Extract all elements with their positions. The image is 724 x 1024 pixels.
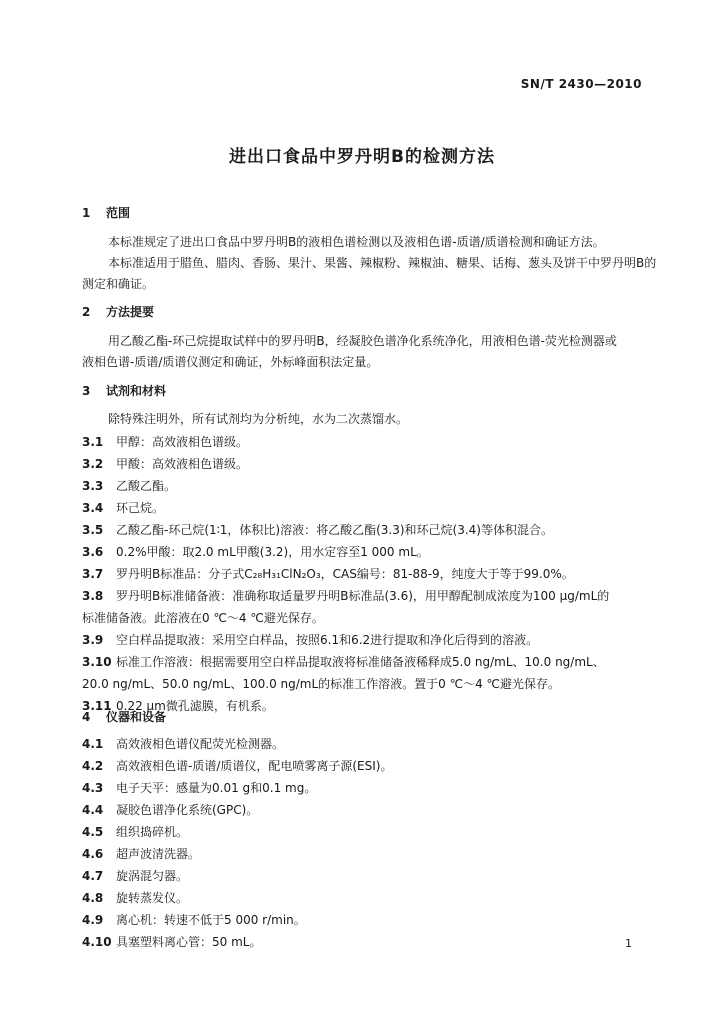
- section-title: 范围: [106, 206, 131, 220]
- list-item-continuation: [82, 675, 560, 692]
- item-number: 4.4: [82, 803, 104, 817]
- item-number: 3.6: [82, 545, 104, 559]
- page-number: 1: [625, 937, 632, 950]
- list-item: [82, 911, 306, 928]
- item-number: 3.7: [82, 567, 104, 581]
- list-item: [82, 631, 538, 648]
- item-text: 罗丹明B标准品：分子式C₂₈H₃₁ClN₂O₃，CAS编号：81-88-9，纯度大于等于99.0%。: [116, 567, 574, 581]
- section-number: 2: [82, 305, 91, 319]
- list-item: [82, 735, 284, 752]
- list-item: [82, 757, 392, 774]
- section-heading-method: [82, 303, 154, 320]
- item-number: 4.6: [82, 847, 104, 861]
- item-text: 0.22 μm微孔滤膜，有机系。: [116, 699, 274, 713]
- item-number: 4.5: [82, 825, 104, 839]
- section-number: 1: [82, 206, 91, 220]
- item-number: 4.2: [82, 759, 104, 773]
- list-item: [82, 543, 429, 560]
- list-item: [82, 801, 258, 818]
- item-text: 旋涡混匀器。: [116, 869, 189, 883]
- item-text: 空白样品提取液：采用空白样品，按照6.1和6.2进行提取和净化后得到的溶液。: [116, 633, 539, 647]
- list-item: [82, 499, 164, 516]
- item-number: 3.4: [82, 501, 104, 515]
- list-item: [82, 889, 188, 906]
- section-title: 方法提要: [106, 305, 155, 319]
- item-text: 标准储备液。此溶液在0 ℃～4 ℃避光保存。: [82, 611, 324, 625]
- list-item: [82, 823, 188, 840]
- item-number: 3.2: [82, 457, 104, 471]
- section-number: 4: [82, 710, 91, 724]
- item-number: 3.10: [82, 655, 112, 669]
- list-item: [82, 653, 605, 670]
- item-text: 甲酸：高效液相色谱级。: [116, 457, 249, 471]
- page-title: 进出口食品中罗丹明B的检测方法: [229, 147, 495, 167]
- paragraph: 本标准规定了进出口食品中罗丹明B的液相色谱检测以及液相色谱-质谱/质谱检测和确证方法。: [108, 235, 605, 249]
- item-number: 4.1: [82, 737, 104, 751]
- paragraph: 除特殊注明外，所有试剂均为分析纯，水为二次蒸馏水。: [108, 412, 409, 426]
- item-text: 甲醇：高效液相色谱级。: [116, 435, 249, 449]
- standard-code: SN/T 2430—2010: [520, 77, 642, 91]
- item-text: 罗丹明B标准储备液：准确称取适量罗丹明B标准品(3.6)，用甲醇配制成浓度为100 μg/mL的: [116, 589, 610, 603]
- item-number: 4.8: [82, 891, 104, 905]
- list-item: [82, 433, 248, 450]
- list-item: [82, 521, 553, 538]
- item-number: 4.7: [82, 869, 104, 883]
- item-text: 凝胶色谱净化系统(GPC)。: [116, 803, 259, 817]
- section-number: 3: [82, 384, 91, 398]
- list-item: [82, 779, 316, 796]
- item-text: 0.2%甲酸：取2.0 mL甲酸(3.2)，用水定容至1 000 mL。: [116, 545, 429, 559]
- item-number: 4.10: [82, 935, 112, 949]
- item-text: 乙酸乙酯-环己烷(1∶1，体积比)溶液：将乙酸乙酯(3.3)和环己烷(3.4)等体积混合。: [116, 523, 553, 537]
- item-text: 环己烷。: [116, 501, 165, 515]
- list-item: [82, 455, 248, 472]
- item-text: 组织捣碎机。: [116, 825, 189, 839]
- item-number: 3.8: [82, 589, 104, 603]
- item-text: 旋转蒸发仪。: [116, 891, 189, 905]
- list-item: [82, 933, 261, 950]
- section-title: 试剂和材料: [106, 384, 167, 398]
- item-text: 20.0 ng/mL、50.0 ng/mL、100.0 ng/mL的标准工作溶液。置于0 ℃～4 ℃避光保存。: [82, 677, 561, 691]
- item-number: 3.1: [82, 435, 104, 449]
- item-number: 3.5: [82, 523, 104, 537]
- paragraph: 用乙酸乙酯-环己烷提取试样中的罗丹明B，经凝胶色谱净化系统净化，用液相色谱-荧光检测器或: [108, 334, 617, 348]
- section-heading-scope: [82, 204, 130, 221]
- section-heading-instruments: [82, 708, 166, 725]
- item-text: 标准工作溶液：根据需要用空白样品提取液将标准储备液稀释成5.0 ng/mL、10.0 ng/mL、: [116, 655, 605, 669]
- item-number: 4.3: [82, 781, 104, 795]
- item-text: 乙酸乙酯。: [116, 479, 177, 493]
- item-number: 3.11: [82, 699, 112, 713]
- list-item: [82, 867, 188, 884]
- item-text: 高效液相色谱-质谱/质谱仪，配电喷雾离子源(ESI)。: [116, 759, 393, 773]
- list-item: [82, 845, 200, 862]
- item-text: 离心机：转速不低于5 000 r/min。: [116, 913, 306, 927]
- item-number: 4.9: [82, 913, 104, 927]
- list-item: [82, 587, 609, 604]
- paragraph-continuation: 液相色谱-质谱/质谱仪测定和确证，外标峰面积法定量。: [82, 355, 379, 369]
- section-heading-reagents: [82, 382, 166, 399]
- list-item: [82, 565, 574, 582]
- section-title: 仪器和设备: [106, 710, 167, 724]
- item-text: 电子天平：感量为0.01 g和0.1 mg。: [116, 781, 317, 795]
- item-number: 3.9: [82, 633, 104, 647]
- paragraph-continuation: 测定和确证。: [82, 277, 155, 291]
- item-number: 3.3: [82, 479, 104, 493]
- paragraph: 本标准适用于腊鱼、腊肉、香肠、果汁、果酱、辣椒粉、辣椒油、糖果、话梅、葱头及饼干中罗丹明B的: [108, 256, 657, 270]
- item-text: 超声波清洗器。: [116, 847, 201, 861]
- item-text: 具塞塑料离心管：50 mL。: [116, 935, 262, 949]
- list-item-continuation: [82, 609, 324, 626]
- item-text: 高效液相色谱仪配荧光检测器。: [116, 737, 285, 751]
- list-item: [82, 477, 176, 494]
